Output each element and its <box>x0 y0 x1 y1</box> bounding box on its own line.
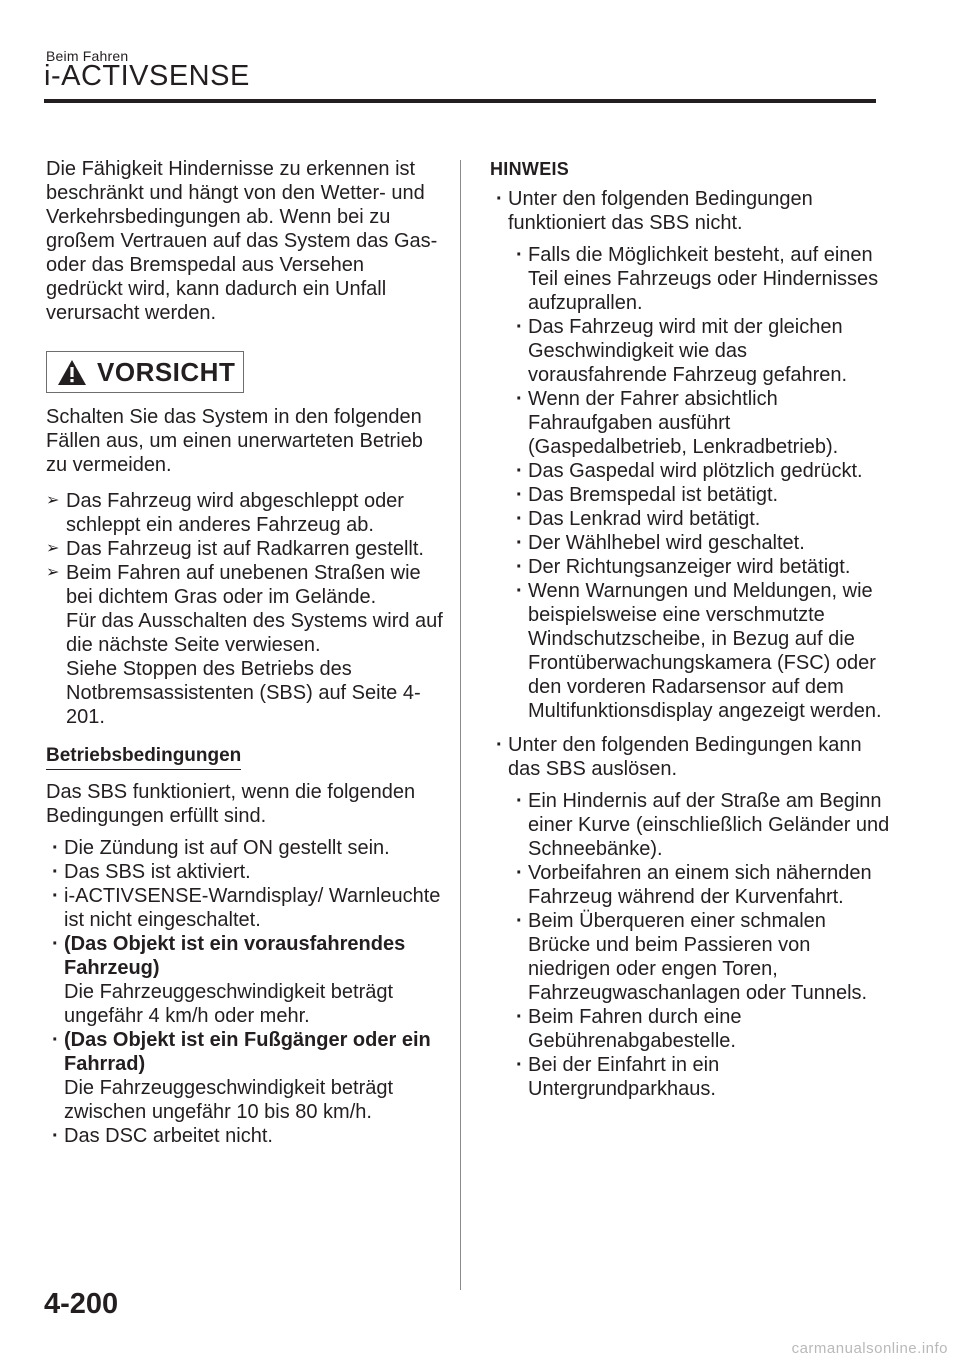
condition-object-pedestrian: (Das Objekt ist ein Fußgänger oder ein Fahrrad) <box>64 1029 431 1075</box>
column-divider <box>460 160 461 1290</box>
watermark-url: carmanualsonline.info <box>791 1340 948 1357</box>
note-group <box>492 733 890 1101</box>
caution-text: Schalten Sie das System in den folgenden Fällen aus, um einen unerwarteten Betrieb zu vermeiden. <box>46 406 423 476</box>
note-sublist <box>512 243 890 723</box>
note-item: · Wenn Warnungen und Meldungen, wie beispielsweise eine verschmutzte Windschutzscheibe, in Bezug auf die Frontüberwachungskamera (FSC) oder den vorderen Radarsensor auf dem Multifunktionsdisplay angezeigt werden. <box>512 579 890 723</box>
chapter-title: i-ACTIVSENSE <box>44 60 250 92</box>
note-item: · Der Wählhebel wird geschaltet. <box>512 531 890 555</box>
note-item: · Beim Fahren durch eine Gebührenabgabestelle. <box>512 1005 890 1053</box>
arrow-icon: ➢ <box>46 540 60 557</box>
condition-item: · Das DSC arbeitet nicht. <box>48 1124 446 1148</box>
note-groups <box>490 187 890 1101</box>
note-item: · Das Fahrzeug wird mit der gleichen Geschwindigkeit wie das vorausfahrende Fahrzeug gefahren. <box>512 315 890 387</box>
section-title: Beim Fahren <box>46 48 129 64</box>
note-item: · Bei der Einfahrt in ein Untergrundparkhaus. <box>512 1053 890 1101</box>
note-item: · Vorbeifahren an einem sich nähernden Fahrzeug während der Kurvenfahrt. <box>512 861 890 909</box>
caution-item: ➢ Das Fahrzeug wird abgeschleppt oder schleppt ein anderes Fahrzeug ab. <box>46 490 404 536</box>
note-item: · Das Lenkrad wird betätigt. <box>512 507 890 531</box>
right-column <box>490 157 890 1111</box>
caution-item: ➢ Das Fahrzeug ist auf Radkarren gestellt. <box>46 538 424 560</box>
note-group <box>492 187 890 723</box>
condition-item: · Das SBS ist aktiviert. <box>48 860 446 884</box>
arrow-icon: ➢ <box>46 564 60 581</box>
condition-item <box>48 1028 446 1124</box>
condition-item: · i-ACTIVSENSE-Warndisplay/ Warnleuchte ist nicht eingeschaltet. <box>48 884 446 932</box>
intro-paragraph: Die Fähigkeit Hindernisse zu erkennen ist beschränkt und hängt von den Wetter- und Verkehrsbedingungen ab. Wenn bei zu großem Vertrauen auf das System das Gas- oder das Bremspedal aus Versehen gedrückt wird, kann dadurch ein Unfall verursacht werden. <box>46 158 438 324</box>
warning-icon <box>57 359 87 386</box>
note-item: · Das Bremspedal ist betätigt. <box>512 483 890 507</box>
note-heading: HINWEIS <box>490 159 570 179</box>
caution-box <box>46 351 244 393</box>
condition-speed-vehicle: Die Fahrzeuggeschwindigkeit beträgt ungefähr 4 km/h oder mehr. <box>64 981 394 1027</box>
note-item: · Ein Hindernis auf der Straße am Beginn einer Kurve (einschließlich Geländer und Schneebänke). <box>512 789 890 861</box>
conditions-intro: Das SBS funktioniert, wenn die folgenden Bedingungen erfüllt sind. <box>46 781 416 827</box>
note-item: · Falls die Möglichkeit besteht, auf einen Teil eines Fahrzeugs oder Hindernisses aufzuprallen. <box>512 243 890 315</box>
note-item: · Das Gaspedal wird plötzlich gedrückt. <box>512 459 890 483</box>
note-group-title: Unter den folgenden Bedingungen kann das SBS auslösen. <box>508 734 862 780</box>
caution-note: Für das Ausschalten des Systems wird auf die nächste Seite verwiesen. <box>66 610 443 656</box>
page-number: 4-200 <box>44 1288 119 1320</box>
condition-object-vehicle: (Das Objekt ist ein vorausfahrendes Fahrzeug) <box>64 933 406 979</box>
note-item: · Wenn der Fahrer absichtlich Fahraufgaben ausführt (Gaspedalbetrieb, Lenkradbetrieb). <box>512 387 890 459</box>
header-rule <box>44 99 876 103</box>
left-column <box>46 157 446 1148</box>
arrow-icon: ➢ <box>46 492 60 509</box>
caution-cross-reference: Siehe Stoppen des Betriebs des Notbremsassistenten (SBS) auf Seite 4-201. <box>66 658 421 728</box>
caution-label: VORSICHT <box>97 357 236 387</box>
note-sublist <box>512 789 890 1101</box>
caution-list <box>46 489 446 729</box>
note-group-title: Unter den folgenden Bedingungen funktioniert das SBS nicht. <box>508 188 813 234</box>
conditions-list <box>46 836 446 1148</box>
note-item: · Beim Überqueren einer schmalen Brücke und beim Passieren von niedrigen oder engen Toren, Fahrzeugwaschanlagen oder Tunnels. <box>512 909 890 1005</box>
conditions-heading: Betriebsbedingungen <box>46 744 241 770</box>
condition-speed-pedestrian: Die Fahrzeuggeschwindigkeit beträgt zwischen ungefähr 10 bis 80 km/h. <box>64 1077 394 1123</box>
caution-item: ➢ Beim Fahren auf unebenen Straßen wie bei dichtem Gras oder im Gelände. Für das Ausschalten des Systems wird auf die nächste Seite verwiesen. Siehe Stoppen des Betriebs des Notbremsassistenten (SBS) auf Seite 4-201. <box>46 562 443 728</box>
note-item: · Der Richtungsanzeiger wird betätigt. <box>512 555 890 579</box>
condition-item: · Die Zündung ist auf ON gestellt sein. <box>48 836 446 860</box>
condition-item <box>48 932 446 1028</box>
